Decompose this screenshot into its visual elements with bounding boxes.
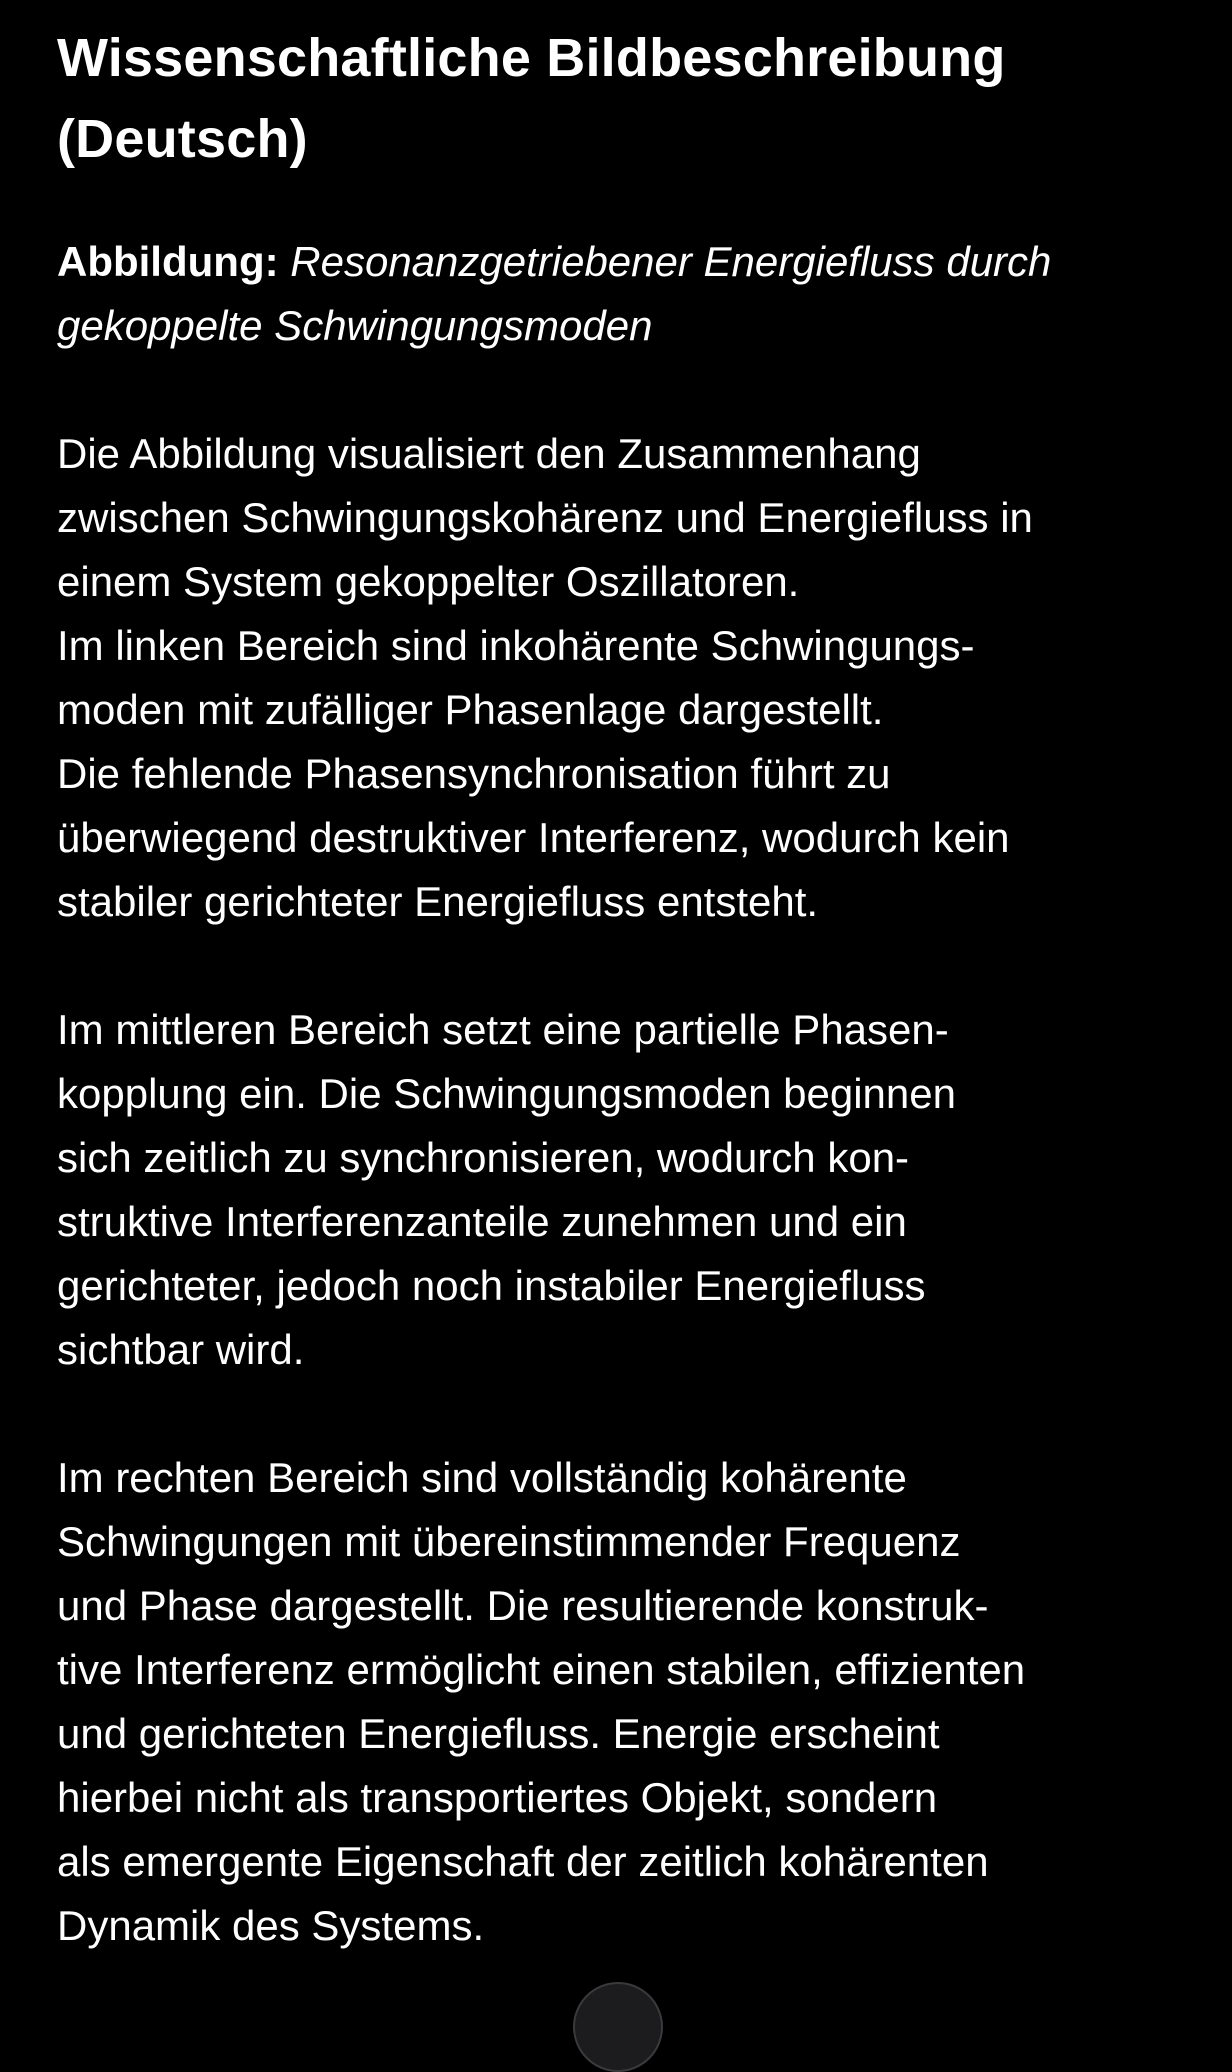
caption-title: Resonanzgetriebener Energiefluss durch (290, 238, 1052, 285)
caption-label: Abbildung: (57, 238, 279, 285)
paragraph-line: und gerichteten Energiefluss. Energie erscheint (57, 1710, 940, 1757)
paragraph-line: überwiegend destruktiver Interferenz, wodurch kein (57, 814, 1010, 861)
paragraph-line: gerichteter, jedoch noch instabiler Energiefluss (57, 1262, 926, 1309)
paragraph-line: hierbei nicht als transportiertes Objekt, sondern (57, 1774, 938, 1821)
paragraph-line: sichtbar wird. (57, 1326, 305, 1373)
paragraph-line: und Phase dargestellt. Die resultierende konstruk- (57, 1582, 989, 1629)
caption-title-continued: gekoppelte Schwingungsmoden (57, 302, 653, 349)
paragraph-left-region (57, 422, 1197, 934)
paragraph-line: struktive Interferenzanteile zunehmen und ein (57, 1198, 907, 1245)
paragraph-line: als emergente Eigenschaft der zeitlich kohärenten (57, 1838, 989, 1885)
page-title (57, 18, 1197, 180)
paragraph-right-region (57, 1446, 1197, 1958)
paragraph-line: tive Interferenz ermöglicht einen stabilen, effizienten (57, 1646, 1026, 1693)
paragraph-line: Im linken Bereich sind inkohärente Schwingungs- (57, 622, 975, 669)
paragraph-middle-region (57, 998, 1197, 1382)
paragraph-line: Dynamik des Systems. (57, 1902, 485, 1949)
paragraph-line: sich zeitlich zu synchronisieren, wodurch kon- (57, 1134, 910, 1181)
message-content (57, 18, 1197, 1958)
paragraph-line: moden mit zufälliger Phasenlage dargestellt. (57, 686, 884, 733)
paragraph-line: Die Abbildung visualisiert den Zusammenhang (57, 430, 921, 477)
paragraph-line: Schwingungen mit übereinstimmender Frequenz (57, 1518, 961, 1565)
paragraph-line: Im rechten Bereich sind vollständig kohärente (57, 1454, 907, 1501)
paragraph-line: Die fehlende Phasensynchronisation führt zu (57, 750, 891, 797)
title-line: (Deutsch) (57, 109, 308, 169)
caption-line (57, 230, 1197, 294)
paragraph-line: zwischen Schwingungskohärenz und Energiefluss in (57, 494, 1033, 541)
title-line: Wissenschaftliche Bildbeschreibung (57, 28, 1006, 88)
paragraph-line: kopplung ein. Die Schwingungsmoden beginnen (57, 1070, 956, 1117)
paragraph-line: Im mittleren Bereich setzt eine partielle Phasen- (57, 1006, 949, 1053)
figure-caption (57, 230, 1197, 358)
paragraph-line: einem System gekoppelter Oszillatoren. (57, 558, 800, 605)
scroll-to-bottom-button[interactable] (573, 1982, 663, 2072)
paragraph-line: stabiler gerichteter Energiefluss entsteht. (57, 878, 819, 925)
